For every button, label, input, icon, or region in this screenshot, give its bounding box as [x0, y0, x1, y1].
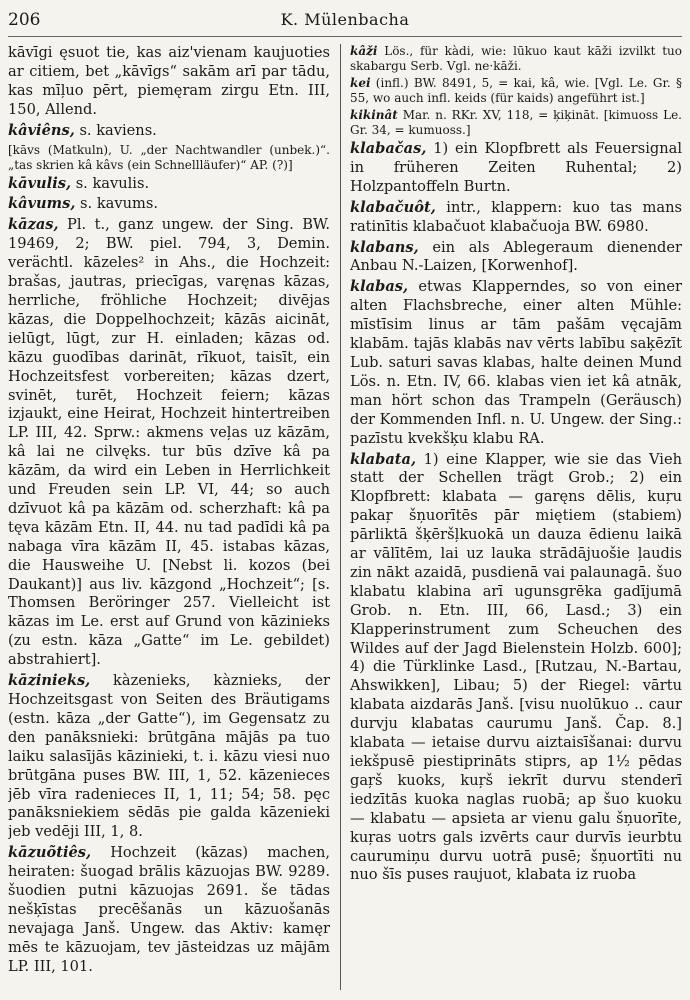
- dictionary-entry: [350, 44, 682, 74]
- dictionary-entry: [8, 216, 330, 670]
- entry-headword: kâviêns,: [8, 121, 75, 139]
- entry-headword: klabačas,: [350, 140, 427, 157]
- entry-text: 1) ein Klopfbrett als Feuersignal in früheren Zeiten Ruhental; 2) Holzpantoffeln Burtn.: [350, 140, 682, 195]
- entry-text: 1) eine Klapper, wie sie das Vieh statt der Schellen trägt Grob.; 2) ein Klopfbrett: klabata — garęns dēlis, kuŗu pakaŗ šņuorītēs pār miętiem (stabiem) pārliktā šķēršļkuokā un dauza ēdienu laikā ar vālītēm, lai uz lauka strādājuošie ļaudis zin nākt azaidā, pusdienā vai palaunagā. šuo klabatu klabina arī ugunsgrēka gadījumā Grob. n. Etn. III, 66, Lasd.; 3) ein Klapperinstrument zum Scheuchen des Wildes auf der Jagd Bielenstein Holzb. 600]; 4) die Türklinke Lasd., [Rutzau, N.-Bartau, Ahswikken], Libau; 5) der Riegel: vārtu klabata aizdarās Janš. [visu nuolūkuo .. caur durvju klabatas caurumu Janš. Čap. 8.] klabata — ietaise durvu aiztaisīšanai: durvu iekšpusē piestiprināts stiprs, ap 1½ pēdas gaŗš kuoks, kuŗš iekrīt durvu stenderī iedzītās kuoka naglas ruobā; ap šuo kuoku — klabatu — apsieta ar vienu galu šņuorīte, kuŗas uotrs gals izvērts caur durvīs ieurbtu caurumiņu durvu uotrā pusē; šņuortīti nu nuo šīs puses raujuot, klabata iz ruoba: [350, 450, 682, 884]
- entry-text: Pl. t., ganz ungew. der Sing. BW. 19469, 2; BW. piel. 794, 3, Demin. verächtl. kāzeles² in Ahs., die Hochzeit: brašas, jautras, priecīgas, varęnas kāzas, herrliche, fröhliche Hochzeit; divējas kāzas, die Doppelhochzeit; kāzās aicināt, ielūgt, lūgt, zur H. einladen; kāzas od. kāzu guodības darināt, rīkuot, taisīt, ein Hochzeitsfest vorbereiten; kāzas dzert, svinēt, turēt, Hochzeit feiern; kāzas izjaukt, eine Heirat, Hochzeit hintertreiben LP. III, 42. Sprw.: akmens veļas uz kāzām, kâ lai ne cilvęks. tur būs dzīve kâ pa kāzām, da wird ein Leben in Herrlichkeit und Freuden sein LP. VI, 44; so auch dzīvuot kâ pa kāzām od. scherzhaft: kâ pa tęva kāzām Etn. II, 44. nu tad padīdi kâ pa nabaga vīra kāzām II, 45. istabas kāzas, die Hausweihe U. [Nebst li. kozos (bei Daukant)] aus liv. kāzgond „Hochzeit“; [s. Thomsen Beröringer 257. Vielleicht ist kāzas im Le. erst auf Grund von kāzinieks (zu estn. kāza „Gatte“ im Le. gebildet) abstrahiert].: [8, 216, 330, 669]
- entry-headword: kāzas,: [8, 216, 59, 234]
- dictionary-entry: [8, 195, 330, 214]
- entry-text: s. kavums.: [80, 195, 158, 213]
- entry-headword: kâvums,: [8, 195, 76, 213]
- dictionary-entry: [350, 108, 682, 138]
- dictionary-entry: [350, 278, 682, 448]
- dictionary-entry: [350, 239, 682, 277]
- entry-text: Hochzeit (kāzas) machen, heiraten: šuogad brālis kāzuojas BW. 9289. šuodien putni kāzuojas 2691. še tādas nešķīstas precēšanās un kāzuošanās nevajaga Janš. Ungew. das Aktiv: kamęr mēs te kāzuojam, tev jāsteidzas uz mājām LP. III, 101.: [8, 844, 330, 975]
- entry-text: (infl.) BW. 8491, 5, = kai, kâ, wie. [Vgl. Le. Gr. § 55, wo auch infl. keids (für kaids) angeführt ist.]: [350, 76, 682, 105]
- entry-headword: kāzinieks,: [8, 672, 91, 690]
- dictionary-entry: [8, 44, 330, 120]
- dictionary-entry: [8, 175, 330, 194]
- dictionary-entry: [8, 672, 330, 842]
- entry-text: Mar. n. RKr. XV, 118, = ķiķināt. [kimuoss Le. Gr. 34, = kumuoss.]: [350, 108, 682, 137]
- entry-headword: kei: [350, 76, 371, 90]
- dictionary-entry: [350, 451, 682, 886]
- page-header: [8, 6, 682, 37]
- entry-text: s. kavulis.: [75, 174, 150, 192]
- entry-headword: klabačuôt,: [350, 198, 436, 216]
- column-divider: [340, 44, 341, 990]
- dictionary-entry: [8, 122, 330, 141]
- entry-headword: klabas,: [350, 278, 409, 296]
- entry-text: s. kaviens.: [79, 121, 157, 139]
- entry-text: Lös., für kàdi, wie: lūkuo kaut kāži izvilkt tuo skabargu Serb. Vgl. ne·kāži.: [350, 44, 682, 73]
- entry-headword: klabans,: [350, 238, 419, 256]
- entry-text: [kāvs (Matkuln), U. „der Nachtwandler (unbek.)“. „tas skrien kâ kâvs (ein Schnellläufer)“ AP. (?)]: [8, 142, 330, 172]
- entry-headword: kikinât: [350, 108, 398, 122]
- entry-text: ein als Ablegeraum dienender Anbau N.-Laizen, [Korwenhof].: [350, 238, 682, 275]
- left-column: [8, 44, 330, 992]
- dictionary-entry: [350, 76, 682, 106]
- entry-headword: kâži: [350, 44, 378, 58]
- entry-headword: kāzuõtiês,: [8, 844, 92, 862]
- entry-headword: kāvulis,: [8, 174, 72, 192]
- entry-text: kàzenieks, kàznieks, der Hochzeitsgast von Seiten des Bräutigams (estn. kāza „der Gatte“), im Gegensatz zu den panāksniekі: brūtgāna mājās pa tuo laiku salasījās kāzinieki, t. i. kāzu viesi nuo brūtgāna puses BW. III, 1, 52. kāzenieces jēb vīra radenieces II, 1, 11; 54; 58. pęc panāksniekiem sēdās pie galda kāzenieki jeb vedēji III, 1, 8.: [8, 672, 330, 841]
- page-number: 206: [8, 10, 41, 30]
- dictionary-entry: [8, 143, 330, 173]
- running-title: K. Mülenbacha: [280, 10, 410, 29]
- entry-text: etwas Klapperndes, so von einer alten Flachsbreche, einer alten Mühle: mīstīsim linus ar tām pašām vęcajām klabām. tajās klabās nav vērts labību saķēzīt Lub. saturi savas klabas, halte deinen Mund Lös. n. Etn. IV, 66. klabas vien iet kâ atnāk, man hört schon das Trampeln (Geräusch) der Kommenden Infl. n. U. Ungew. der Sing.: pazīstu kvekšķu klabu RA.: [350, 278, 682, 447]
- dictionary-entry: [350, 140, 682, 197]
- dictionary-entry: [8, 844, 330, 976]
- entry-text: kāvīgi ęsuot tie, kas aiz'vienam kaujuoties ar citiem, bet „kāvīgs“ sakām arī par tādu, kas mīļuo pērt, piemęram zirgu Etn. III, 150, Allend.: [8, 44, 330, 118]
- right-column: [350, 44, 682, 992]
- entry-headword: klabata,: [350, 450, 417, 468]
- entry-text: intr., klappern: kuo tas mans ratinītis klabačuot klabačuoja BW. 6980.: [350, 198, 682, 235]
- dictionary-entry: [350, 199, 682, 237]
